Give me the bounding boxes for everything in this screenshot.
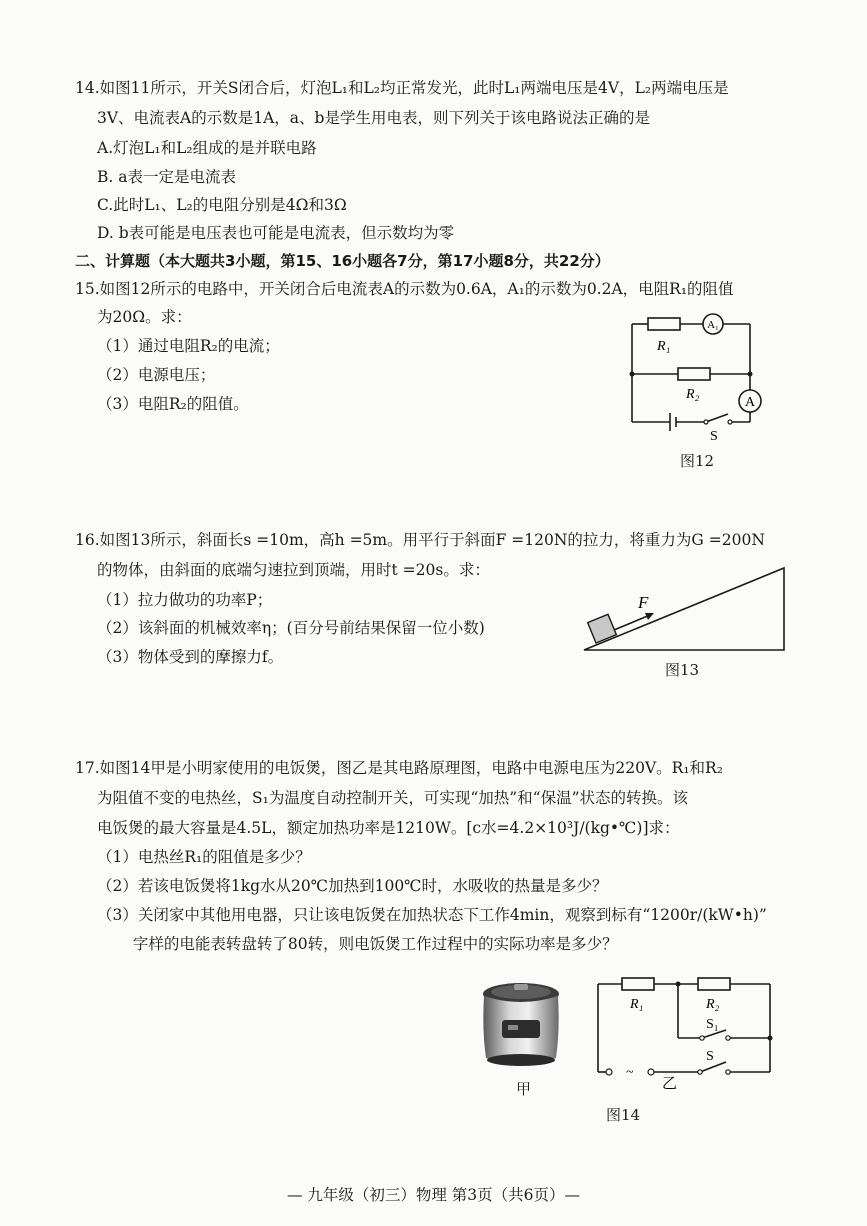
page-footer: — 九年级（初三）物理 第3页（共6页）— <box>286 1186 581 1204</box>
q17-line-2: 为阻值不变的电热丝，S₁为温度自动控制开关，可实现“加热”和“保温”状态的转换。该 <box>97 789 689 807</box>
figure-14-jia-label: 甲 <box>516 1080 532 1098</box>
figure-13-incline <box>580 560 790 655</box>
q15-part-3: （3）电阻R₂的阻值。 <box>97 395 249 413</box>
figure-14-circuit <box>592 976 782 1092</box>
section-heading: 二、计算题（本大题共3小题，第15、16小题各7分，第17小题8分，共22分） <box>75 252 610 270</box>
q17-line-3: 电饭煲的最大容量是4.5L，额定加热功率是1210W。[c水=4.2×10³J/(kg•℃)]求： <box>97 819 680 837</box>
figure-12-circuit <box>620 310 770 444</box>
fig14-source-symbol: ~ <box>626 1065 634 1080</box>
q14-option-d: D. b表可能是电压表也可能是电流表，但示数均为零 <box>97 224 455 242</box>
q14-option-c: C.此时L₁、L₂的电阻分别是4Ω和3Ω <box>97 196 347 214</box>
q15-line-1: 15.如图12所示的电路中，开关闭合后电流表A的示数为0.6A，A₁的示数为0.2A，电阻R₁的阻值 <box>75 280 734 298</box>
q17-part-3: （3）关闭家中其他用电器，只让该电饭煲在加热状态下工作4min，观察到标有“1200r/(kW•h)” <box>97 906 767 924</box>
q17-part-2: （2）若该电饭煲将1kg水从20℃加热到100℃时，水吸收的热量是多少？ <box>97 877 608 895</box>
figure-14-yi-label: 乙 <box>662 1076 678 1092</box>
fig12-r2-label: R₂ <box>686 387 700 402</box>
q14-option-a: A.灯泡L₁和L₂组成的是并联电路 <box>97 139 317 157</box>
figure-13-caption: 图13 <box>665 661 700 679</box>
figure-12-caption: 图12 <box>680 452 715 470</box>
q16-part-2: （2）该斜面的机械效率η；(百分号前结果保留一位小数) <box>97 619 485 637</box>
fig14-s-label: S <box>706 1049 714 1064</box>
q16-part-3: （3）物体受到的摩擦力f。 <box>97 648 284 666</box>
fig12-a1-label: A₁ <box>707 319 719 331</box>
figure-14-caption: 图14 <box>606 1106 641 1124</box>
fig13-force-label: F <box>638 593 649 612</box>
q17-part-3-cont: 字样的电能表转盘转了80转，则电饭煲工作过程中的实际功率是多少？ <box>97 935 618 953</box>
q14-option-b: B. a表一定是电流表 <box>97 168 236 186</box>
q17-line-1: 17.如图14甲是小明家使用的电饭煲，图乙是其电路原理图，电路中电源电压为220V。R₁和R₂ <box>75 759 723 777</box>
q16-line-2: 的物体，由斜面的底端匀速拉到顶端，用时t =20s。求： <box>97 561 490 579</box>
q14-line-2: 3V、电流表A的示数是1A，a、b是学生用电表，则下列关于该电路说法正确的是 <box>97 109 650 127</box>
fig12-a-label: A <box>744 395 756 410</box>
q15-line-2: 为20Ω。求： <box>97 308 192 326</box>
q16-part-1: （1）拉力做功的功率P； <box>97 591 273 609</box>
q16-line-1: 16.如图13所示，斜面长s =10m，高h =5m。用平行于斜面F =120N的拉力，将重力为G =200N <box>75 531 765 549</box>
fig14-r2-label: R₂ <box>706 997 720 1012</box>
fig12-s-label: S <box>710 429 718 444</box>
q17-part-1: （1）电热丝R₁的阻值是多少？ <box>97 848 311 866</box>
q14-line-1: 14.如图11所示，开关S闭合后，灯泡L₁和L₂均正常发光，此时L₁两端电压是4V，L₂两端电压是 <box>75 79 729 97</box>
fig12-r1-label: R₁ <box>657 339 671 354</box>
q15-part-2: （2）电源电压； <box>97 366 216 384</box>
fig14-r1-label: R₁ <box>630 997 644 1012</box>
fig14-s1-label: S₁ <box>706 1017 719 1032</box>
q15-part-1: （1）通过电阻R₂的电流； <box>97 337 280 355</box>
rice-cooker-image <box>478 980 564 1070</box>
